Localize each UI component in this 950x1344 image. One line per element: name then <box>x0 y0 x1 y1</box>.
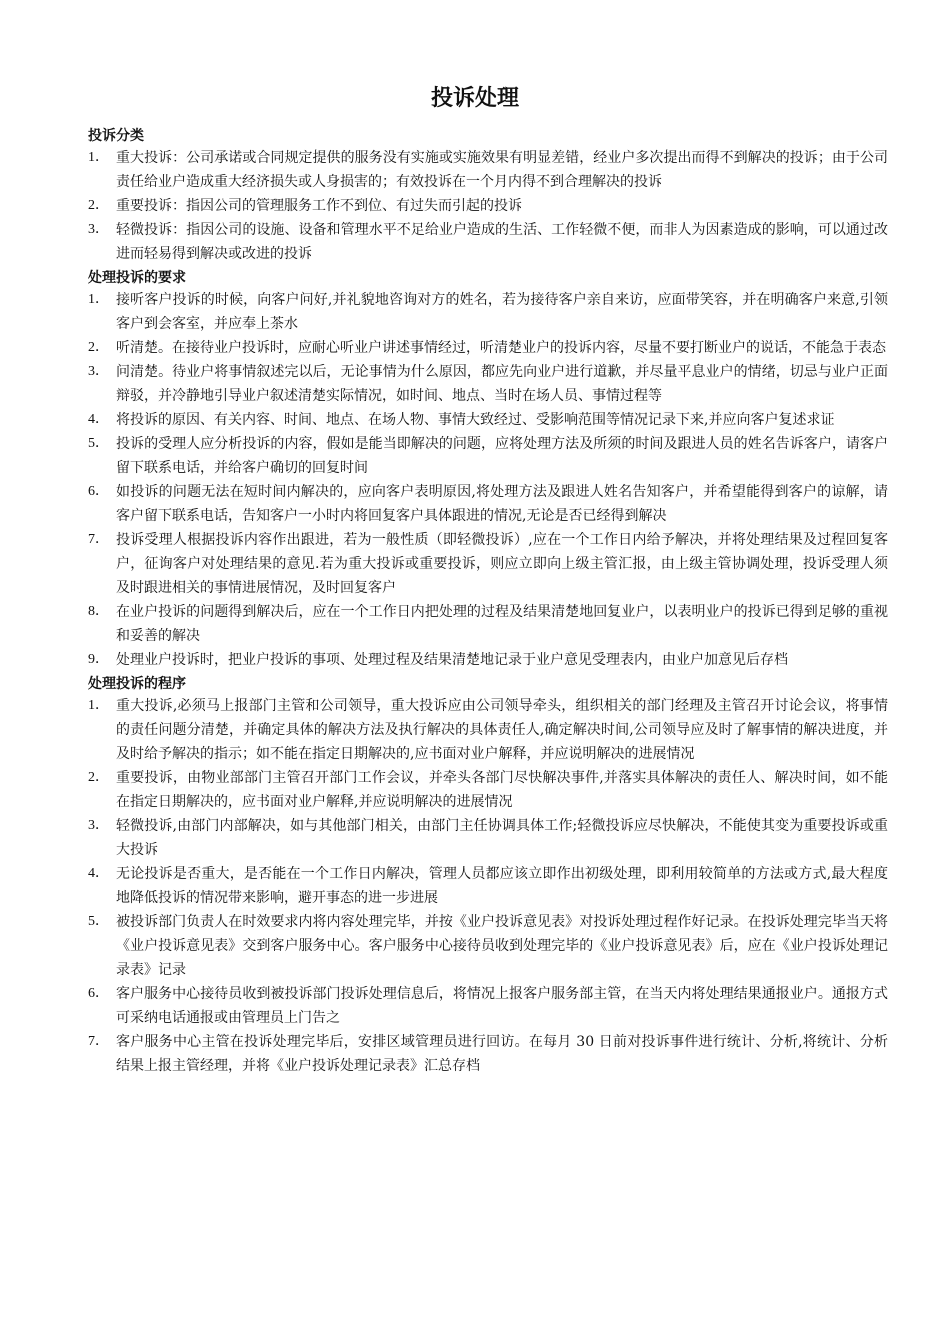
item-text: 重要投诉，由物业部部门主管召开部门工作会议，并牵头各部门尽快解决事件,并落实具体解决的责任人、解决时间，如不能在指定日期解决的，应书面对业户解释,并应说明解决的进展情况 <box>116 770 888 810</box>
list-item <box>88 694 888 766</box>
item-text: 重大投诉：公司承诺或合同规定提供的服务没有实施或实施效果有明显差错，经业户多次提出而得不到解决的投诉；由于公司责任给业户造成重大经济损失或人身损害的；有效投诉在一个月内得不到合理解决的投诉 <box>116 150 888 190</box>
list-item <box>88 408 888 432</box>
list-item <box>88 862 888 910</box>
list-item <box>88 218 888 266</box>
list-item <box>88 766 888 814</box>
item-number: 3． <box>88 364 109 379</box>
item-text: 问清楚。待业户将事情叙述完以后，无论事情为什么原因，都应先向业户进行道歉，并尽量平息业户的情绪，切忌与业户正面辩驳，并冷静地引导业户叙述清楚实际情况，如时间、地点、当时在场人员、事情过程等 <box>116 364 888 404</box>
item-text: 接听客户投诉的时候，向客户问好,并礼貌地咨询对方的姓名，若为接待客户亲自来访，应面带笑容，并在明确客户来意,引领客户到会客室，并应奉上茶水 <box>116 292 888 332</box>
list-item <box>88 982 888 1030</box>
list-item <box>88 360 888 408</box>
item-text: 如投诉的问题无法在短时间内解决的，应向客户表明原因,将处理方法及跟进人姓名告知客户，并希望能得到客户的谅解，请客户留下联系电话，告知客户一小时内将回复客户具体跟进的情况,无论是否已经得到解决 <box>116 484 888 524</box>
item-text: 在业户投诉的问题得到解决后，应在一个工作日内把处理的过程及结果清楚地回复业户，以表明业户的投诉已得到足够的重视和妥善的解决 <box>116 604 888 644</box>
item-text: 投诉的受理人应分析投诉的内容，假如是能当即解决的问题，应将处理方法及所须的时间及跟进人员的姓名告诉客户，请客户留下联系电话，并给客户确切的回复时间 <box>116 436 888 476</box>
item-number: 6． <box>88 986 109 1001</box>
list-item <box>88 600 888 648</box>
handling-procedure-list <box>88 694 888 1078</box>
item-number: 2． <box>88 770 109 785</box>
list-item <box>88 910 888 982</box>
item-number: 9． <box>88 652 109 667</box>
item-number: 5． <box>88 436 109 451</box>
list-item <box>88 288 888 336</box>
item-number: 2． <box>88 198 109 213</box>
list-item <box>88 194 888 218</box>
item-text: 将投诉的原因、有关内容、时间、地点、在场人物、事情大致经过、受影响范围等情况记录下来,并应向客户复述求证 <box>116 412 835 428</box>
item-text: 投诉受理人根据投诉内容作出跟进，若为一般性质（即轻微投诉）,应在一个工作日内给予解决，并将处理结果及过程回复客户，征询客户对处理结果的意见.若为重大投诉或重要投诉，则应立即向上级主管汇报，由上级主管协调处理，投诉受理人须及时跟进相关的事情进展情况，及时回复客户 <box>116 532 888 596</box>
document-body <box>88 124 888 1078</box>
item-text: 听清楚。在接待业户投诉时，应耐心听业户讲述事情经过，听清楚业户的投诉内容，尽量不要打断业户的说话，不能急于表态 <box>116 340 886 356</box>
document-title: 投诉处理 <box>430 86 519 111</box>
handling-requirements-list <box>88 288 888 672</box>
item-text: 客户服务中心接待员收到被投诉部门投诉处理信息后，将情况上报客户服务部主管，在当天内将处理结果通报业户。通报方式可采纳电话通报或由管理员上门告之 <box>116 986 888 1026</box>
item-text: 轻微投诉,由部门内部解决，如与其他部门相关，由部门主任协调具体工作;轻微投诉应尽快解决，不能使其变为重要投诉或重大投诉 <box>116 818 888 858</box>
section-heading-handling-requirements: 处理投诉的要求 <box>88 270 186 286</box>
item-number: 8． <box>88 604 109 619</box>
item-number: 7． <box>88 532 109 547</box>
list-item <box>88 480 888 528</box>
item-number: 7． <box>88 1034 109 1049</box>
item-text: 轻微投诉：指因公司的设施、设备和管理水平不足给业户造成的生活、工作轻微不便，而非人为因素造成的影响，可以通过改进而轻易得到解决或改进的投诉 <box>116 222 888 262</box>
item-number: 3． <box>88 818 109 833</box>
item-number: 1． <box>88 698 109 713</box>
item-number: 6． <box>88 484 109 499</box>
item-text: 处理业户投诉时，把业户投诉的事项、处理过程及结果清楚地记录于业户意见受理表内，由业户加意见后存档 <box>116 652 788 668</box>
item-number: 4． <box>88 412 109 427</box>
item-text: 重要投诉：指因公司的管理服务工作不到位、有过失而引起的投诉 <box>116 198 522 214</box>
section-heading-handling-procedure: 处理投诉的程序 <box>88 676 186 692</box>
list-item <box>88 814 888 862</box>
list-item <box>88 528 888 600</box>
item-text: 重大投诉,必须马上报部门主管和公司领导，重大投诉应由公司领导牵头，组织相关的部门经理及主管召开讨论会议，将事情的责任问题分清楚，并确定具体的解决方法及执行解决的具体责任人,确定解决时间,公司领导应及时了解事情的解决进度，并及时给予解决的指示；如不能在指定日期解决的,应书面对业户解释，并应说明解决的进展情况 <box>116 698 888 762</box>
list-item <box>88 146 888 194</box>
list-item <box>88 336 888 360</box>
item-number: 2． <box>88 340 109 355</box>
item-number: 3． <box>88 222 109 237</box>
item-number: 1． <box>88 150 109 165</box>
item-text: 客户服务中心主管在投诉处理完毕后，安排区域管理员进行回访。在每月 30 日前对投诉事件进行统计、分析,将统计、分析结果上报主管经理，并将《业户投诉处理记录表》汇总存档 <box>116 1034 888 1074</box>
item-text: 无论投诉是否重大，是否能在一个工作日内解决，管理人员都应该立即作出初级处理，即利用较简单的方法或方式,最大程度地降低投诉的情况带来影响，避开事态的进一步进展 <box>116 866 888 906</box>
item-number: 4． <box>88 866 109 881</box>
list-item <box>88 648 888 672</box>
list-item <box>88 432 888 480</box>
list-item <box>88 1030 888 1078</box>
item-number: 1． <box>88 292 109 307</box>
item-number: 5． <box>88 914 109 929</box>
complaint-categories-list <box>88 146 888 266</box>
section-heading-complaint-categories: 投诉分类 <box>88 128 144 144</box>
item-text: 被投诉部门负责人在时效要求内将内容处理完毕，并按《业户投诉意见表》对投诉处理过程作好记录。在投诉处理完毕当天将《业户投诉意见表》交到客户服务中心。客户服务中心接待员收到处理完毕的《业户投诉意见表》后，应在《业户投诉处理记录表》记录 <box>116 914 888 978</box>
